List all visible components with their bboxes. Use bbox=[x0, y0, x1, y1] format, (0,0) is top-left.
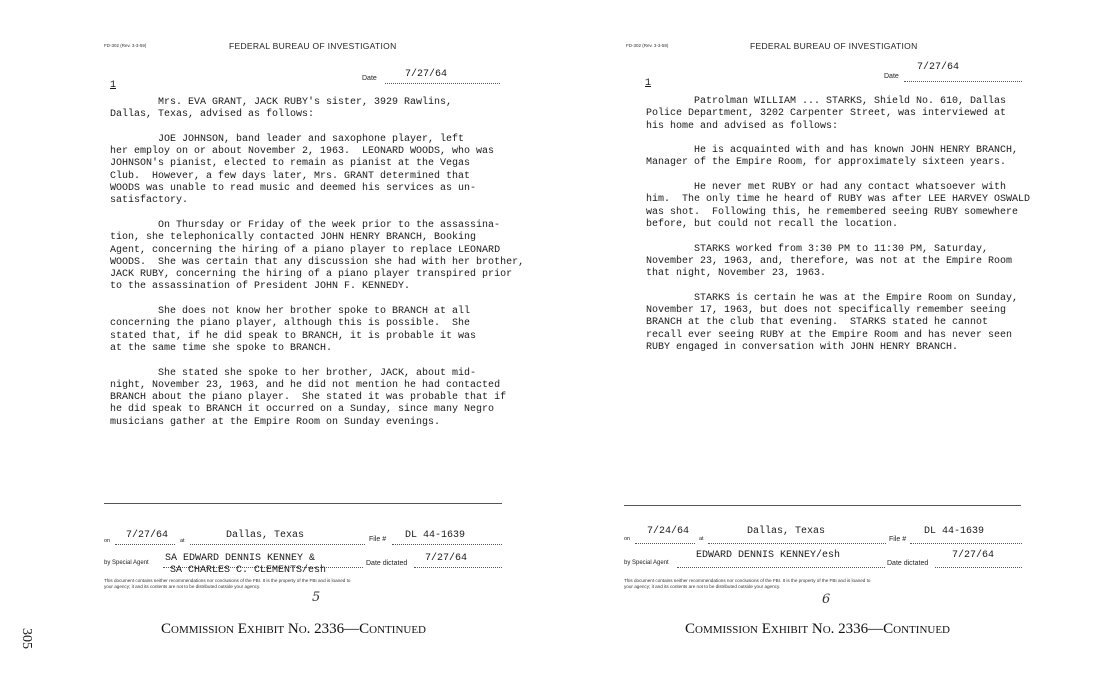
text-line: recall ever seeing RUBY at the Empire Room and has never seen bbox=[646, 329, 1013, 341]
report-date: 7/27/64 bbox=[917, 62, 960, 73]
text-line: musicians gather at the Empire Room on Sunday evenings. bbox=[110, 416, 441, 428]
date-label: Date bbox=[362, 75, 377, 82]
text-line: WOODS. She was certain that any discussion she had with her brother, bbox=[110, 256, 525, 268]
handwritten-page-number: 5 bbox=[312, 590, 321, 605]
text-line: On Thursday or Friday of the week prior to the assassina- bbox=[158, 219, 501, 231]
text-line: BRANCH at the club that evening. STARKS stated he cannot bbox=[646, 317, 989, 329]
text-line: JOE JOHNSON, band leader and saxophone player, left bbox=[158, 133, 465, 145]
file-number: DL 44-1639 bbox=[405, 530, 466, 541]
text-line: November 17, 1963, but does not specifically remember seeing bbox=[646, 305, 1007, 317]
interview-date: 7/27/64 bbox=[126, 530, 169, 541]
text-line: Police Department, 3202 Carpenter Street, was interviewed at bbox=[646, 108, 1007, 120]
handwritten-page-number: 6 bbox=[822, 592, 831, 607]
text-line: was shot. Following this, he remembered seeing RUBY somewhere bbox=[646, 206, 1019, 218]
disclaimer-line-2: your agency; it and its contents are not to be distributed outside your agency. bbox=[104, 584, 261, 589]
text-line: tion, she telephonically contacted JOHN HENRY BRANCH, Booking bbox=[110, 232, 477, 244]
text-line: him. The only time he heard of RUBY was after LEE HARVEY OSWALD bbox=[646, 194, 1031, 206]
agent-name-1: SA EDWARD DENNIS KENNEY & bbox=[165, 553, 316, 564]
paragraph bbox=[110, 219, 525, 294]
paragraph bbox=[110, 306, 510, 355]
agency-header: FEDERAL BUREAU OF INVESTIGATION bbox=[229, 41, 397, 51]
dictated-date: 7/27/64 bbox=[952, 550, 995, 561]
agent-name-1: EDWARD DENNIS KENNEY/esh bbox=[696, 550, 841, 561]
agent-name-2: SA CHARLES C. CLEMENTS/esh bbox=[170, 565, 327, 576]
text-line: Club. However, a few days later, Mrs. GRANT determined that bbox=[110, 170, 471, 182]
paragraph bbox=[110, 97, 510, 122]
on-label: on bbox=[104, 538, 111, 544]
text-line: that night, November 23, 1963. bbox=[646, 268, 827, 280]
dictated-label: Date dictated bbox=[366, 560, 408, 567]
at-label: at bbox=[180, 538, 185, 544]
disclaimer-line-2: your agency; it and its contents are not to be distributed outside your agency. bbox=[624, 584, 781, 589]
text-line: Agent, concerning the hiring of a piano player to replace LEONARD bbox=[110, 244, 501, 256]
text-line: to the assassination of President JOHN F. KENNEDY. bbox=[110, 281, 411, 293]
text-line: Patrolman WILLIAM ... STARKS, Shield No. 610, Dallas bbox=[694, 96, 1007, 107]
paragraph bbox=[646, 244, 1046, 281]
divider bbox=[624, 505, 1021, 506]
interview-location: Dallas, Texas bbox=[226, 530, 305, 541]
page-number: 1 bbox=[110, 80, 117, 91]
interview-date: 7/24/64 bbox=[647, 526, 690, 537]
text-line: November 23, 1963, and, therefore, was not at the Empire Room bbox=[646, 255, 1013, 267]
dictated-label: Date dictated bbox=[887, 560, 929, 567]
text-line: JOHNSON's pianist, elected to remain as pianist at the Vegas bbox=[110, 158, 471, 170]
file-number: DL 44-1639 bbox=[924, 526, 985, 537]
text-line: JACK RUBY, concerning the hiring of a piano player transpired prior bbox=[110, 269, 513, 281]
report-body bbox=[646, 96, 1046, 367]
file-label: File # bbox=[889, 536, 907, 543]
text-line: stated that, if he did speak to BRANCH, it is probable it was bbox=[110, 330, 477, 342]
text-line: satisfactory. bbox=[110, 195, 189, 207]
text-line: Manager of the Empire Room, for approximately sixteen years. bbox=[646, 157, 1007, 169]
disclaimer-line-1: This document contains neither recommendations nor conclusions of the FBI. It is the property of the FBI and is loaned to bbox=[624, 578, 871, 583]
paragraph bbox=[646, 182, 1046, 231]
text-line: She does not know her brother spoke to BRANCH at all bbox=[158, 306, 471, 318]
at-label: at bbox=[699, 536, 704, 542]
text-line: at the same time she spoke to BRANCH. bbox=[110, 342, 333, 354]
agent-label: by Special Agent bbox=[624, 560, 669, 566]
text-line: his home and advised as follows: bbox=[646, 120, 839, 132]
interview-location: Dallas, Texas bbox=[747, 526, 826, 537]
paragraph bbox=[110, 134, 510, 208]
text-line: STARKS worked from 3:30 PM to 11:30 PM, Saturday, bbox=[694, 243, 989, 255]
agency-header: FEDERAL BUREAU OF INVESTIGATION bbox=[750, 41, 918, 51]
text-line: BRANCH about the piano player. She stated it was probable that if bbox=[110, 392, 507, 404]
text-line: Dallas, Texas, advised as follows: bbox=[110, 109, 315, 121]
report-body bbox=[110, 97, 525, 441]
date-label: Date bbox=[884, 73, 899, 80]
page-number: 1 bbox=[645, 78, 652, 89]
text-line: he did speak to BRANCH it occurred on a Sunday, since many Negro bbox=[110, 404, 495, 416]
text-line: STARKS is certain he was at the Empire Room on Sunday, bbox=[694, 292, 1019, 304]
divider bbox=[104, 503, 502, 504]
form-code: FD-302 (Rev. 3-3-59) bbox=[626, 43, 669, 48]
report-date: 7/27/64 bbox=[405, 69, 448, 80]
exhibit-caption: Commission Exhibit No. 2336—Continued bbox=[161, 621, 426, 637]
text-line: before, but could not recall the location. bbox=[646, 218, 899, 230]
form-code: FD-302 (Rev. 3-3-59) bbox=[104, 43, 147, 48]
paragraph bbox=[646, 96, 1046, 133]
paragraph bbox=[110, 368, 510, 429]
agent-label: by Special Agent bbox=[104, 560, 149, 566]
text-line: Mrs. EVA GRANT, JACK RUBY's sister, 3929 Rawlins, bbox=[158, 97, 453, 108]
file-label: File # bbox=[369, 536, 387, 543]
dictated-date: 7/27/64 bbox=[425, 553, 468, 564]
paragraph bbox=[646, 145, 1046, 170]
text-line: concerning the piano player, although this is possible. She bbox=[110, 318, 471, 330]
exhibit-caption: Commission Exhibit No. 2336—Continued bbox=[685, 621, 950, 637]
disclaimer-line-1: This document contains neither recommendations nor conclusions of the FBI. It is the property of the FBI and is loaned to bbox=[104, 578, 351, 583]
text-line: He never met RUBY or had any contact whatsoever with bbox=[694, 182, 1007, 194]
side-page-number: 305 bbox=[19, 628, 34, 649]
fbi-report-page-right bbox=[547, 0, 1094, 691]
text-line: WOODS was unable to read music and deemed his services as un- bbox=[110, 183, 477, 195]
text-line: her employ on or about November 2, 1963. LEONARD WOODS, who was bbox=[110, 146, 495, 158]
paragraph bbox=[646, 293, 1046, 354]
text-line: night, November 23, 1963, and he did not mention he had contacted bbox=[110, 379, 501, 391]
text-line: He is acquainted with and has known JOHN HENRY BRANCH, bbox=[694, 145, 1019, 157]
text-line: She stated she spoke to her brother, JACK, about mid- bbox=[158, 367, 477, 379]
on-label: on bbox=[624, 536, 631, 542]
text-line: RUBY engaged in conversation with JOHN HENRY BRANCH. bbox=[646, 341, 959, 353]
